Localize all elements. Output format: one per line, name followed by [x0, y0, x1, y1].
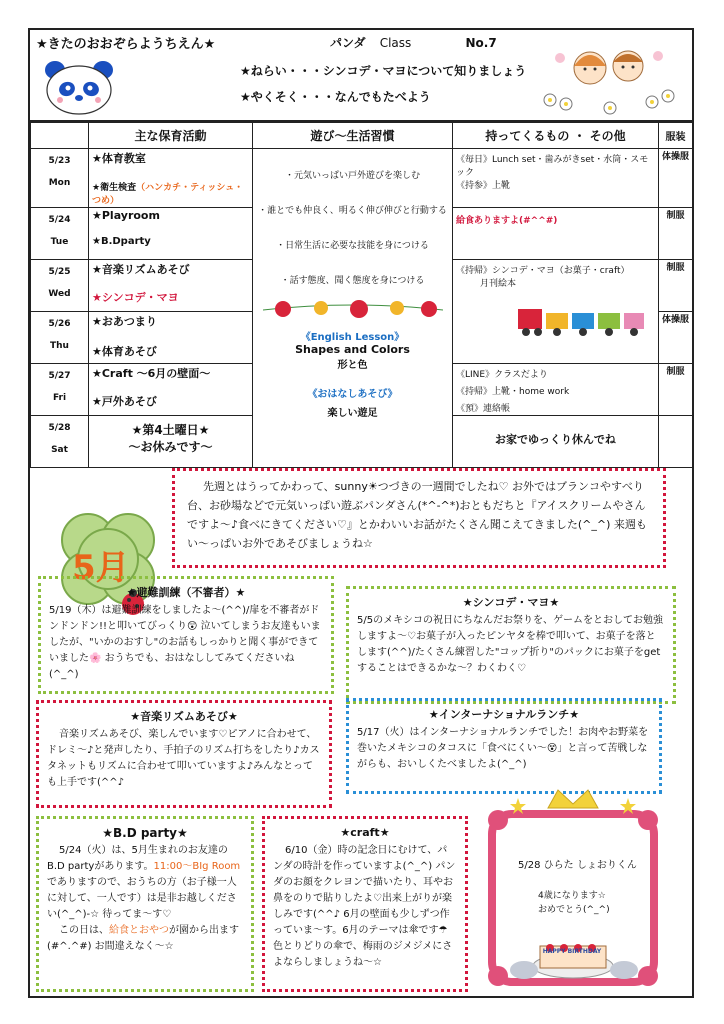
activity-cell: ★おあつまり ★体育あそび — [89, 312, 253, 364]
school-name: ★きたのおおぞらようちえん★ — [36, 37, 216, 52]
english-lesson-topic: Shapes and Colors — [295, 343, 410, 356]
cinco-title: ★シンコデ・マヨ★ — [462, 596, 560, 609]
story-text: 楽しい遊足 — [327, 408, 378, 419]
drill-text: 5/19（木）は避難訓練をしましたよ～(^^)/扉を不審者がドンドンドン!!と叩いてびっくり😲 泣いてしまうお友達もいましたが、"いかのおすし"のお話もしっかりと聞く事ができていました🌸 おうちでも、おはなししてみてくださいね(^_^) — [49, 605, 321, 680]
craft-title: ★craft★ — [340, 826, 390, 839]
promise-text: ★やくそく・・・なんでもたべよう — [240, 90, 431, 104]
bring-header: 持ってくるもの ・ その他 — [453, 123, 659, 149]
date-cell: 5/25 Wed — [31, 260, 89, 312]
intro-box: 先週とはうってかわって、sunny☀つづきの一週間でしたね♡ お外ではブランコやすべり台、お砂場などで元気いっぱい遊ぶパンダさん(*^-^*)おともだちと『アイスクリームやさんですよ～♪食べにきてください♡』とかわいいお話がたくさん聞こえてきました(^_^) 来週もい～っぱいお外であそびましょうね☆ — [172, 468, 666, 568]
craft-text: 6/10（金）時の記念日にむけて、パンダの時計を作っていますよ(^_^) パンダのお顔をクレヨンで描いたり、耳やお鼻をのりで貼りしたよ♡出来上がりが楽しみです(^^♪ 6月の壁面も少しずつ作っていま～す。6月のテーマは傘です☂ 色とりどりの傘で、梅雨のジメジメにさよならしましょうね～☆ — [273, 845, 456, 968]
month-label: 5月 — [72, 548, 130, 588]
issue-number: No.7 — [465, 36, 497, 50]
birthday-name: 5/28 ひらた しょおりくん — [518, 860, 637, 871]
bring-cell: 《持帰》シンコデ・マヨ（お菓子・craft） 月刊絵本 — [453, 260, 659, 364]
newsletter-page — [28, 28, 694, 998]
children-illustration — [540, 38, 680, 118]
rhythm-text: 音楽リズムあそび、楽しんでいます♡ピアノに合わせて、ドレミ～♪と発声したり、手拍子のリズム打ちをしたり♪カスタネットもリズムに合わせて叩いていますよ♪みんなとっても上手です(^^♪ — [47, 729, 320, 788]
english-lesson-title: 《English Lesson》 — [300, 332, 405, 343]
play-item: ・元気いっぱい戸外遊びを楽しむ — [284, 171, 420, 181]
panda-illustration — [42, 58, 116, 116]
bring-cell: 《LINE》クラスだより 《持帰》上靴・home work 《預》連絡帳 — [453, 364, 659, 416]
bring-cell: 《毎日》Lunch set・歯みがきset・水筒・スモック 《持参》上靴 — [453, 149, 659, 208]
header — [30, 30, 692, 122]
clothes-cell — [659, 416, 693, 468]
date-cell: 5/28 Sat — [31, 416, 89, 468]
story-title: 《おはなしあそび》 — [307, 389, 398, 400]
play-header: 遊び～生活習慣 — [253, 123, 453, 149]
bd-title: ★B.D party★ — [102, 826, 188, 840]
date-header — [31, 123, 89, 149]
weekly-schedule-table — [30, 122, 693, 468]
evacuation-drill-box — [38, 576, 334, 694]
bring-cell: 給食ありますよ(#^^#) — [453, 208, 659, 260]
class-info — [330, 34, 507, 51]
activity-cell: ★Playroom ★B.Dparty — [89, 208, 253, 260]
play-item: ・誰とでも仲良く、明るく伸び伸びと行動する — [258, 206, 447, 216]
table-header-row — [31, 123, 693, 149]
date-cell: 5/23 Mon — [31, 149, 89, 208]
clothes-cell: 制服 — [659, 208, 693, 260]
activity-header: 主な保育活動 — [89, 123, 253, 149]
date-cell: 5/26 Thu — [31, 312, 89, 364]
bring-cell: お家でゆっくり休んでね — [453, 416, 659, 468]
bd-text-2: この日は、給食とおやつが園から出ます(#^.^#) お間違えなく～☆ — [47, 925, 239, 952]
birthday-cake-text: HAPPY BIRTHDAY — [542, 948, 602, 955]
birthday-party-box — [36, 816, 254, 992]
train-illustration — [516, 297, 646, 339]
english-lesson-topic-ja: 形と色 — [337, 360, 368, 371]
music-rhythm-box — [36, 700, 332, 808]
rose-decoration — [256, 298, 449, 320]
table-row — [31, 149, 693, 208]
lunch-text: 5/17（火）はインターナショナルランチでした！お肉やお野菜を巻いたメキシコのタコスに「食べにくい～😵」と言って苦戦しながらも、おいしくたべましたよ(^_^) — [357, 727, 649, 770]
lunch-title: ★インターナショナルランチ★ — [428, 708, 580, 721]
cinco-de-mayo-box — [346, 586, 676, 704]
clothes-header: 服装 — [659, 123, 693, 149]
drill-title: ★避難訓練（不審者）★ — [126, 586, 246, 599]
class-label: Class — [379, 36, 412, 50]
aim-text: ★ねらい・・・シンコデ・マヨについて知りましょう — [240, 64, 527, 78]
birthday-congrats: おめでとう(^_^) — [538, 905, 610, 915]
date-cell: 5/24 Tue — [31, 208, 89, 260]
clothes-cell: 体操服 — [659, 149, 693, 208]
activity-cell: ★体育教室 ★衛生検査（ハンカチ・ティッシュ・つめ） — [89, 149, 253, 208]
activity-cell: ★音楽リズムあそび ★シンコデ・マヨ — [89, 260, 253, 312]
birthday-age: 4歳になります☆ — [538, 891, 606, 901]
bd-text: 5/24（火）は、5月生まれのお友達のB.D partyがあります。11:00～BIg Roomでありますので、おうちの方（お子様一人に対して、一人です）は是非お越しください(^_^)-☆ 待ってま～す♡ — [47, 845, 241, 920]
play-item: ・日常生活に必要な技能を身につける — [276, 241, 429, 251]
rhythm-title: ★音楽リズムあそび★ — [130, 710, 238, 723]
cinco-text: 5/5のメキシコの祝日にちなんだお祭りを、ゲームをとおしてお勉強しますよ～♡お菓子が入ったピンヤタを棒で叩いて、お菓子を落とします(^^)/たくさん練習した"コップ折り"のパックにお菓子をgetすることはできるかな～？わくわく♡ — [357, 615, 663, 674]
date-cell: 5/27 Fri — [31, 364, 89, 416]
clothes-cell: 制服 — [659, 364, 693, 416]
play-item: ・話す態度、聞く態度を身につける — [280, 276, 425, 286]
play-column — [253, 149, 453, 468]
craft-box — [262, 816, 468, 992]
activity-cell: ★第4土曜日★ ～お休みです～ — [89, 416, 253, 468]
birthday-frame-illustration — [478, 780, 668, 992]
clothes-cell: 体操服 — [659, 312, 693, 364]
class-name: パンダ — [330, 36, 366, 50]
activity-cell: ★Craft ～6月の壁面～ ★戸外あそび — [89, 364, 253, 416]
clothes-cell: 制服 — [659, 260, 693, 312]
rose-icon — [263, 298, 443, 320]
